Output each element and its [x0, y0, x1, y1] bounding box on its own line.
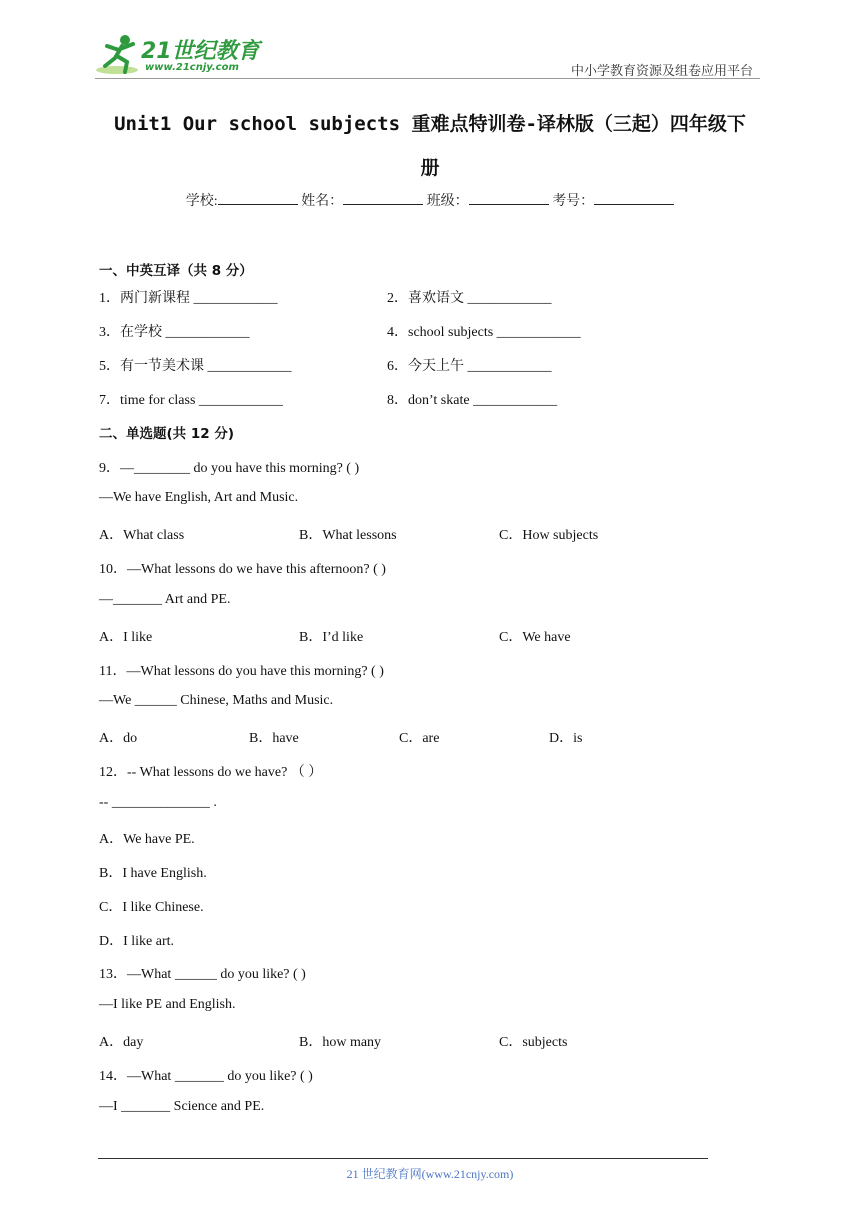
translate-item: 7．time for class ____________: [99, 393, 283, 408]
option[interactable]: D．is: [549, 731, 583, 746]
class-label: 班级：: [426, 194, 469, 209]
header-platform-text: 中小学教育资源及组卷应用平台: [571, 63, 754, 78]
option[interactable]: A．I like: [99, 630, 153, 645]
question-stem: 12．-- What lessons do we have? （ ）: [99, 765, 323, 780]
option[interactable]: B．I have English.: [99, 866, 207, 881]
exam-no-blank[interactable]: [594, 191, 674, 205]
question-stem: 13．—What ______ do you like? ( ): [99, 967, 306, 982]
option[interactable]: A．day: [99, 1035, 144, 1050]
logo-text: 21世纪教育: [141, 39, 260, 64]
translate-item: 2．喜欢语文 ____________: [387, 291, 552, 306]
school-blank[interactable]: [218, 191, 298, 205]
option[interactable]: C．are: [399, 731, 440, 746]
translate-item: 5．有一节美术课 ____________: [99, 359, 292, 374]
option[interactable]: B．how many: [299, 1035, 382, 1050]
option[interactable]: C．We have: [499, 630, 571, 645]
option[interactable]: C．How subjects: [499, 528, 599, 543]
option[interactable]: D．I like art.: [99, 934, 175, 949]
question-reply: —We have English, Art and Music.: [99, 490, 299, 505]
page-title-line2: 册: [420, 157, 440, 179]
translate-item: 1．两门新课程 ____________: [99, 291, 278, 306]
question-reply: —_______ Art and PE.: [99, 592, 231, 607]
question-stem: 14．—What _______ do you like? ( ): [99, 1069, 313, 1084]
option[interactable]: A．We have PE.: [99, 832, 195, 847]
logo: [95, 32, 260, 78]
translate-item: 8．don’t skate ____________: [387, 393, 558, 408]
name-blank[interactable]: [343, 191, 423, 205]
question-reply: —We ______ Chinese, Maths and Music.: [99, 693, 334, 708]
translate-item: 3．在学校 ____________: [99, 325, 250, 340]
question-stem: 10．—What lessons do we have this afternoon? ( ): [99, 562, 386, 577]
option[interactable]: B．I’d like: [299, 630, 364, 645]
question-stem: 11．—What lessons do you have this morning? ( ): [99, 664, 384, 679]
question-reply: -- ______________ .: [99, 795, 217, 810]
option[interactable]: B．What lessons: [299, 528, 397, 543]
option[interactable]: C．I like Chinese.: [99, 900, 204, 915]
student-info-line: [0, 190, 860, 210]
footer-divider: [98, 1158, 708, 1159]
section-heading-choice: 二、单选题(共 12 分): [99, 426, 235, 442]
school-label: 学校:: [185, 194, 218, 209]
header-divider: [95, 78, 760, 79]
option[interactable]: A．do: [99, 731, 138, 746]
question-reply: —I _______ Science and PE.: [99, 1099, 265, 1114]
logo-url: www.21cnjy.com: [145, 62, 239, 73]
option[interactable]: C．subjects: [499, 1035, 568, 1050]
page-title-line1: Unit1 Our school subjects 重难点特训卷-译林版（三起）四年级下: [114, 113, 746, 135]
name-label: 姓名：: [301, 194, 344, 209]
translate-item: 6．今天上午 ____________: [387, 359, 552, 374]
question-stem: 9．—________ do you have this morning? ( ): [99, 461, 360, 476]
option[interactable]: B．have: [249, 731, 299, 746]
footer-text[interactable]: 21 世纪教育网(www.21cnjy.com): [346, 1167, 514, 1181]
exam-no-label: 考号：: [552, 194, 595, 209]
class-blank[interactable]: [469, 191, 549, 205]
translate-item: 4．school subjects ____________: [387, 325, 581, 340]
option[interactable]: A．What class: [99, 528, 185, 543]
question-reply: —I like PE and English.: [99, 997, 236, 1012]
section-heading-translate: 一、中英互译（共 8 分）: [99, 263, 253, 279]
